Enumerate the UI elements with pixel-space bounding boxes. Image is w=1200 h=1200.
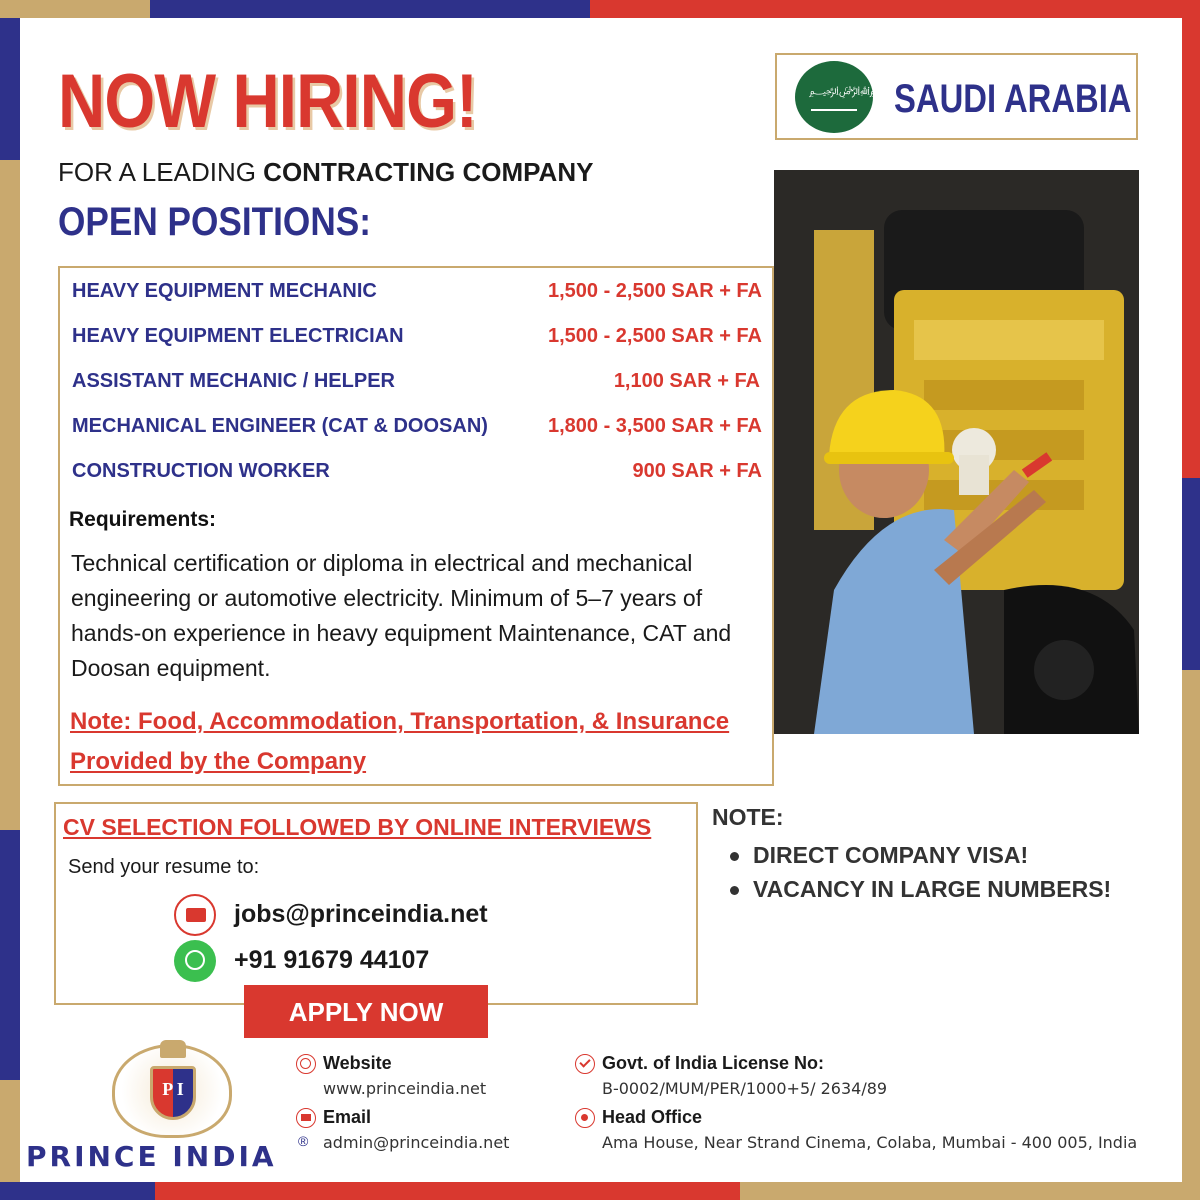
registered-mark: ® (298, 1133, 309, 1149)
border-top-gold (0, 0, 150, 18)
border-top-red (590, 0, 1200, 18)
worker-illustration (774, 170, 1139, 734)
position-salary: 900 SAR + FA (632, 460, 762, 482)
side-note-item: VACANCY IN LARGE NUMBERS! (753, 876, 1112, 902)
mail-icon (296, 1108, 316, 1128)
license-value: B-0002/MUM/PER/1000+5/ 2634/89 (602, 1079, 888, 1098)
globe-icon (296, 1054, 316, 1074)
benefits-note: Note: Food, Accommodation, Transportation, & Insurance Provided by the Company (70, 708, 730, 775)
border-right-blue (1182, 478, 1200, 670)
crest-initials: P I (162, 1079, 184, 1099)
crown-icon (160, 1040, 186, 1058)
office-label: Head Office (602, 1107, 703, 1127)
brand-name: PRINCE INDIA (26, 1140, 277, 1173)
position-salary: 1,500 - 2,500 SAR + FA (547, 280, 762, 302)
website-value[interactable]: www.princeindia.net (323, 1079, 487, 1098)
position-row (72, 280, 762, 310)
requirements-text: Technical certification or diploma in electrical and mechanical engineering or automotive electricity. Minimum of 5–7 years of hands-on experience in heavy equipment Maintenance, CAT and Doosan equipment. (71, 550, 732, 681)
border-bottom-blue (0, 1182, 155, 1200)
border-bottom-gold (740, 1182, 1200, 1200)
border-left-blue-lower (0, 830, 20, 1080)
position-salary: 1,800 - 3,500 SAR + FA (547, 415, 762, 437)
positions-panel (58, 266, 774, 786)
apply-now-button[interactable]: APPLY NOW (244, 985, 488, 1038)
license-label: Govt. of India License No: (602, 1053, 825, 1073)
country-badge (775, 53, 1138, 140)
location-pin-icon (575, 1108, 595, 1128)
position-salary: 1,500 - 2,500 SAR + FA (547, 325, 762, 347)
position-salary: 1,100 SAR + FA (613, 370, 760, 392)
border-top-blue (150, 0, 590, 18)
side-note-heading: NOTE: (712, 804, 784, 830)
saudi-flag-icon (795, 61, 894, 133)
email-value[interactable]: admin@princeindia.net (323, 1133, 510, 1152)
position-row (72, 415, 762, 445)
list-item (730, 838, 1111, 872)
whatsapp-icon (174, 940, 216, 982)
email-label: Email (323, 1107, 372, 1127)
border-right-red (1182, 18, 1200, 478)
side-note-list (730, 838, 1111, 906)
position-title: CONSTRUCTION WORKER (72, 460, 330, 482)
position-title: HEAVY EQUIPMENT MECHANIC (72, 280, 377, 302)
headline: NOW HIRING! (58, 59, 477, 144)
subtitle-bold: CONTRACTING COMPANY (263, 157, 594, 187)
check-icon (575, 1054, 595, 1074)
send-resume-text: Send your resume to: (68, 856, 260, 878)
mail-icon (174, 894, 216, 936)
side-note-item: DIRECT COMPANY VISA! (753, 842, 1029, 868)
requirements-heading: Requirements: (69, 508, 217, 531)
worker-photo (774, 170, 1139, 734)
position-row (72, 460, 762, 490)
subtitle-prefix: FOR A LEADING (58, 157, 264, 187)
shield-icon (150, 1066, 196, 1120)
prince-india-logo (102, 1040, 242, 1140)
website-label: Website (323, 1053, 392, 1073)
position-row (72, 370, 762, 400)
cv-panel (54, 802, 698, 1005)
cv-heading: CV SELECTION FOLLOWED BY ONLINE INTERVIEWS (63, 814, 652, 840)
border-bottom-red (155, 1182, 740, 1200)
contact-phone[interactable]: +91 91679 44107 (234, 946, 430, 974)
border-left-gold (0, 160, 20, 830)
position-title: HEAVY EQUIPMENT ELECTRICIAN (72, 325, 404, 347)
subtitle (58, 157, 593, 188)
position-title: ASSISTANT MECHANIC / HELPER (72, 370, 395, 392)
position-title: MECHANICAL ENGINEER (CAT & DOOSAN) (72, 415, 488, 437)
open-positions-heading: OPEN POSITIONS: (58, 200, 371, 244)
border-left-blue (0, 18, 20, 160)
bullet-icon (730, 852, 739, 861)
flag-sword (811, 109, 857, 111)
border-right-gold (1182, 670, 1200, 1200)
country-name: SAUDI ARABIA (894, 77, 1132, 121)
list-item (730, 872, 1111, 906)
bullet-icon (730, 886, 739, 895)
office-value: Ama House, Near Strand Cinema, Colaba, Mumbai - 400 005, India (602, 1133, 1138, 1152)
flag-script: ﷽ (809, 85, 894, 97)
contact-email[interactable]: jobs@princeindia.net (234, 900, 488, 928)
position-row (72, 325, 762, 355)
